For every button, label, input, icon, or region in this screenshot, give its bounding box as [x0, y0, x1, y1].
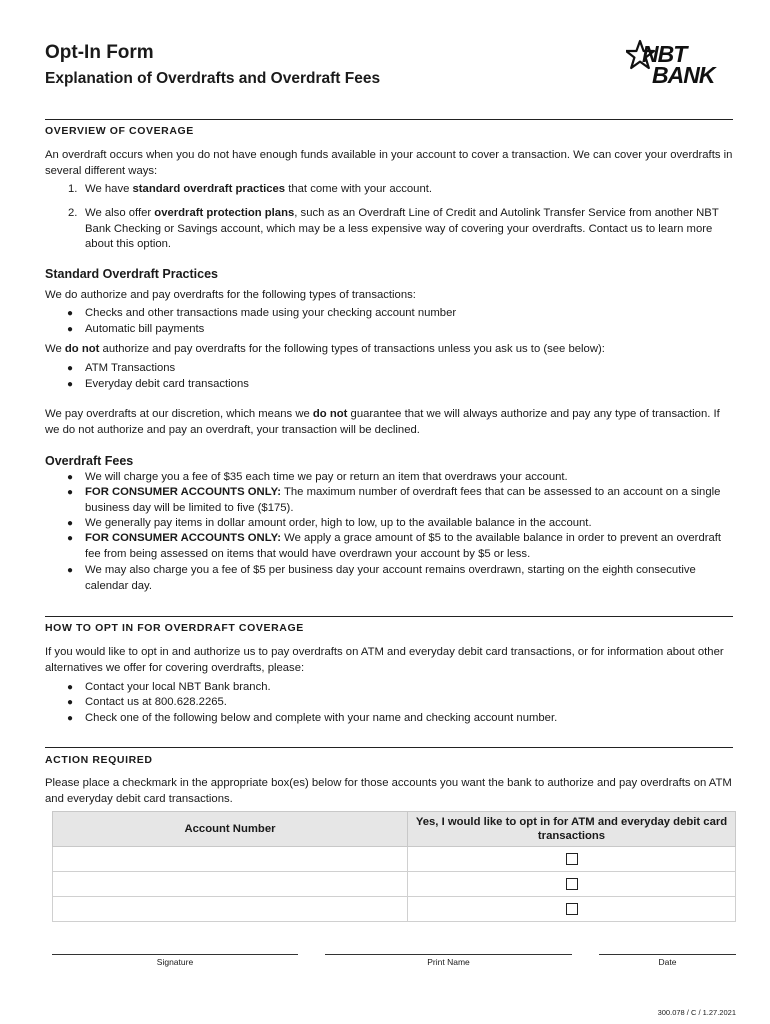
form-code: 300.078 / C / 1.27.2021	[657, 1008, 736, 1017]
standard-do-text: We do authorize and pay overdrafts for the following types of transactions:	[45, 289, 416, 301]
page-title: Opt-In Form	[45, 42, 154, 63]
action-intro: Please place a checkmark in the appropriate box(es) below for those accounts you want the bank to authorize and pay overdrafts on ATM and everyday debit card transactions.	[45, 777, 732, 805]
standard-donot-text: We do not authorize and pay overdrafts for the following types of transactions unless you ask us to (see below):	[45, 343, 605, 355]
account-number-field[interactable]	[53, 847, 408, 872]
item-number: 1.	[68, 183, 78, 195]
page-subtitle: Explanation of Overdrafts and Overdraft Fees	[45, 70, 381, 87]
logo-text-top: NBT	[642, 41, 687, 67]
date-field[interactable]	[599, 954, 736, 955]
section-divider	[45, 616, 733, 617]
overview-intro: An overdraft occurs when you do not have enough funds available in your account to cover a transaction. We can cover your overdrafts in several different ways:	[45, 149, 733, 177]
action-required-heading: ACTION REQUIRED	[45, 754, 153, 766]
opt-in-column-header: Yes, I would like to opt in for ATM and everyday debit card transactions	[408, 812, 736, 847]
discretion-text: We pay overdrafts at our discretion, which means we do not guarantee that we will always authorize and pay any type of transaction. If we do not authorize and pay an overdraft, your transaction will be declined.	[45, 408, 720, 436]
date-label: Date	[658, 957, 677, 967]
standard-practices-heading: Standard Overdraft Practices	[45, 267, 218, 281]
opt-in-checkbox[interactable]	[566, 878, 578, 890]
table-row	[53, 897, 736, 922]
opt-in-form-page: Opt-In Form Explanation of Overdrafts and Overdraft Fees NBT BANK OVERVIEW OF COVERAGE An overdraft occurs when you do not have enough funds available in your account to cover a transaction. We can cover your overdrafts in several different ways: 1. We have standard overdraft practices that come with your account. 2. We also offer overdraft protection plans, such as an Overdraft Line of Credit and Autolink Transfer Service from another NBT Bank Checking or Savings account, which may be a less expensive way of covering your overdrafts. Contact us to learn more about this option. Standard Overdraft Practices We do authorize and pay overdrafts for the following types of transactions: ● Checks and other transactions made using your checking account number ● Automatic bill payments We do not authorize and pay overdrafts for the following types of transactions unless you ask us to (see below): ● ATM Transactions ● Everyday debit card transactions We pay overdrafts at our discretion, which means we do not guarantee that we will always authorize and pay any type of transaction. If we do not authorize and pay an overdraft, your transaction will be declined. Overdraft Fees ● We will charge you a fee of $35 each time we pay or return an item that overdraws your account. ● FOR CONSUMER ACCOUNTS ONLY: The maximum number of overdraft fees that can be assessed to an account on a single business day will be limited to five ($175). ● We generally pay items in dollar amount order, high to low, up to the available balance in the account. ● FOR CONSUMER ACCOUNTS ONLY: We apply a grace amount of $5 to the available balance in order to prevent an overdraft fee from being assessed on items that would have overdrawn your account by $5 or less. ● We may also charge you a fee of $5 per business day your account remains overdrawn, starting on the eighth consecutive calendar day. HOW TO OPT IN FOR OVERDRAFT COVERAGE If you would like to opt in and authorize us to pay overdrafts on ATM and everyday debit card transactions, or for information about other alternatives we offer for covering overdrafts, please: ● Contact your local NBT Bank branch. ● Contact us at 800.628.2265. ● Check one of the following below and complete with your name and checking account number. ACTION REQUIRED Please place a checkmark in the appropriate box(es) below for those accounts you want the bank to authorize and pay overdrafts on ATM and everyday debit card transactions. Account Number Yes, I would like to opt in for ATM and everyday debit card transactions Signature Print Name Date 300.078 / C / 1.27.2021	[0, 0, 770, 1024]
item-text: We also offer overdraft protection plans, such as an Overdraft Line of Credit and Autolink Transfer Service from another NBT Bank Checking or Savings account, which may be a less expensive way of covering your overdrafts. Contact us to learn more about this option.	[85, 207, 719, 251]
print-name-label: Print Name	[427, 957, 470, 967]
logo-text-bottom: BANK	[652, 62, 715, 86]
signature-field[interactable]	[52, 954, 298, 955]
item-text: We have standard overdraft practices that come with your account.	[85, 183, 433, 195]
overdraft-fees-heading: Overdraft Fees	[45, 454, 134, 468]
opt-in-heading: HOW TO OPT IN FOR OVERDRAFT COVERAGE	[45, 622, 304, 634]
opt-in-accounts-table	[52, 811, 736, 922]
account-number-column-header: Account Number	[53, 812, 408, 847]
opt-in-checkbox[interactable]	[566, 853, 578, 865]
table-row	[53, 872, 736, 897]
section-divider	[45, 119, 733, 120]
table-row	[53, 847, 736, 872]
section-divider	[45, 747, 733, 748]
item-number: 2.	[68, 207, 78, 219]
overview-heading: OVERVIEW OF COVERAGE	[45, 125, 194, 137]
print-name-field[interactable]	[325, 954, 572, 955]
opt-in-intro: If you would like to opt in and authorize us to pay overdrafts on ATM and everyday debit card transactions, or for information about other alternatives we offer for covering overdrafts, please:	[45, 646, 724, 674]
account-number-field[interactable]	[53, 897, 408, 922]
table-header-row	[53, 812, 736, 847]
opt-in-checkbox[interactable]	[566, 903, 578, 915]
account-number-field[interactable]	[53, 872, 408, 897]
nbt-bank-logo	[626, 38, 736, 86]
signature-label: Signature	[156, 957, 194, 967]
